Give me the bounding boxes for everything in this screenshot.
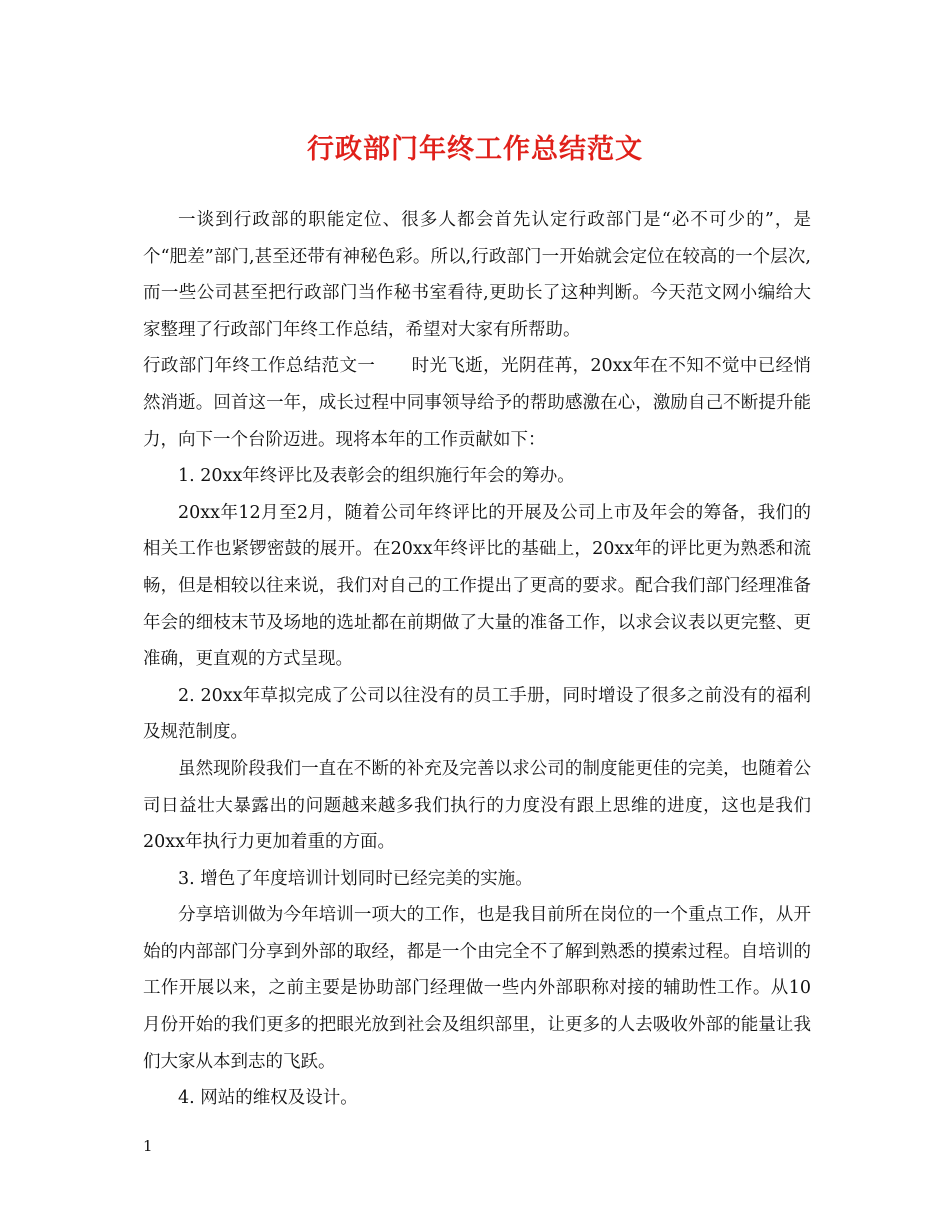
section-heading: 行政部门年终工作总结范文一 <box>143 356 376 377</box>
item3-body: 分享培训做为今年培训一项大的工作，也是我目前所在岗位的一个重点工作，从开始的内部部门分享到外部的取经，都是一个由完全不了解到熟悉的摸索过程。自培训的工作开展以来，之前主要是协助部门经理做一些内外部职称对接的辅助性工作。从10月份开始的我们更多的把眼光放到社会及组织部里，让更多的人去吸收外部的能量让我们大家从本到志的飞跃。 <box>143 905 811 1072</box>
page-number: 1 <box>143 1137 153 1155</box>
item1-title: 1. 20xx年终评比及表彰会的组织施行年会的筹办。 <box>178 466 575 487</box>
intro-paragraph: 一谈到行政部的职能定位、很多人都会首先认定行政部门是“必不可少的”，是个“肥差”部门,甚至还带有神秘色彩。所以,行政部门一开始就会定位在较高的一个层次,而一些公司甚至把行政部门当作秘书室看待,更助长了这种判断。今天范文网小编给大家整理了行政部门年终工作总结，希望对大家有所帮助。 <box>143 210 811 340</box>
item1-body: 20xx年12月至2月，随着公司年终评比的开展及公司上市及年会的筹备，我们的相关工作也紧锣密鼓的展开。在20xx年终评比的基础上，20xx年的评比更为熟悉和流畅，但是相较以往来说，我们对自己的工作提出了更高的要求。配合我们部门经理准备年会的细枝末节及场地的选址都在前期做了大量的准备工作，以求会议表以更完整、更准确，更直观的方式呈现。 <box>143 502 811 670</box>
section-paragraph <box>143 348 811 458</box>
document-body <box>143 202 811 1117</box>
section-opening: 时光飞逝，光阴荏苒，20xx年在不知不觉中已经悄然消逝。回首这一年，成长过程中同事领导给予的帮助感激在心，激励自己不断提升能力，向下一个台阶迈进。现将本年的工作贡献如下： <box>143 356 811 450</box>
item2-body: 虽然现阶段我们一直在不断的补充及完善以求公司的制度能更佳的完美，也随着公司日益壮大暴露出的问题越来越多我们执行的力度没有跟上思维的进度，这也是我们20xx年执行力更加着重的方面。 <box>143 758 811 853</box>
item4-title: 4. 网站的维权及设计。 <box>178 1088 358 1109</box>
item3-title: 3. 增色了年度培训计划同时已经完美的实施。 <box>178 868 533 889</box>
document-title: 行政部门年终工作总结范文 <box>307 134 643 165</box>
item2-title: 2. 20xx年草拟完成了公司以往没有的员工手册，同时增设了很多之前没有的福利及规范制度。 <box>143 685 811 743</box>
